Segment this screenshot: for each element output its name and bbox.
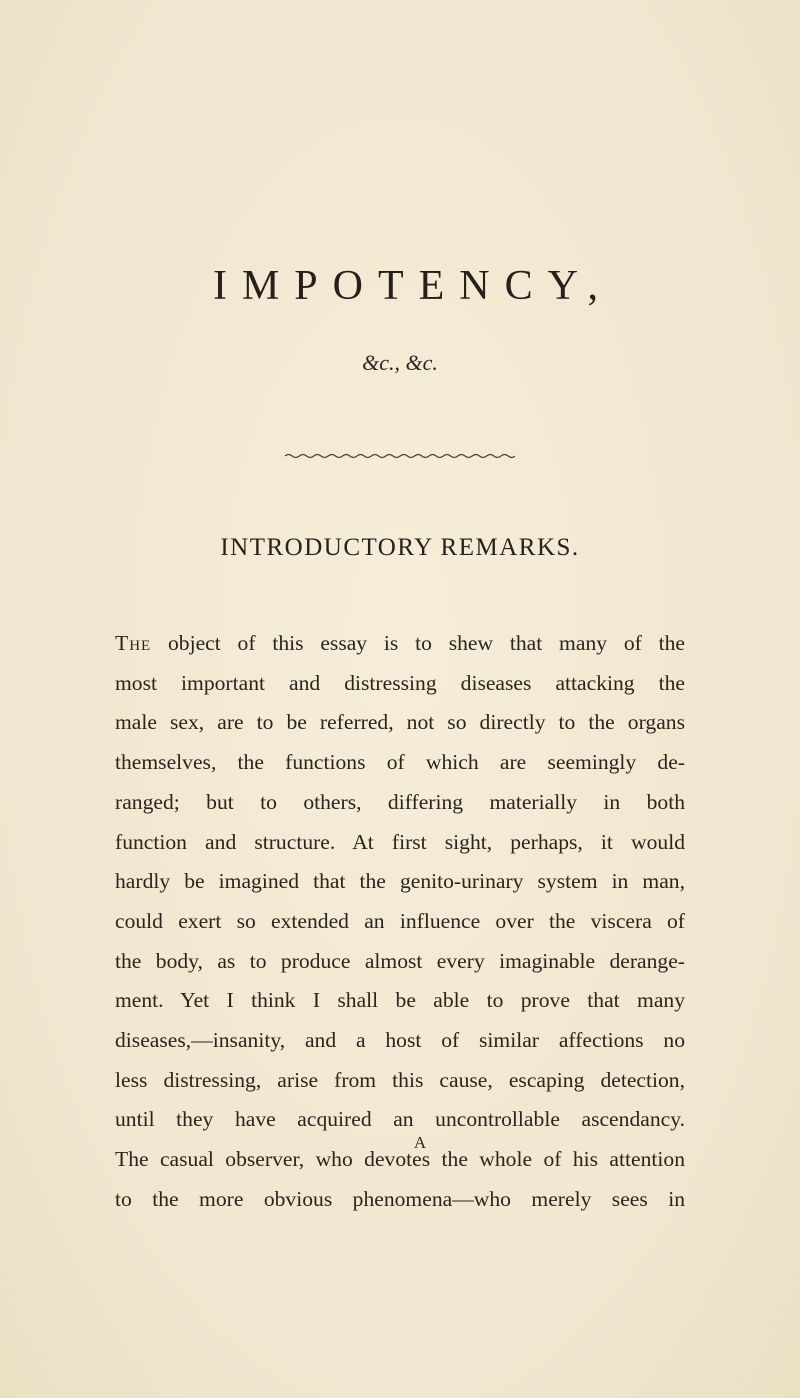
body-line: less distressing, arise from this cause, escaping detection, <box>115 1067 685 1092</box>
body-line: themselves, the functions of which are seemingly de- <box>115 750 685 775</box>
body-line: diseases,—insanity, and a host of similar affections no <box>115 1028 685 1053</box>
body-line: could exert so extended an influence over the viscera of <box>115 908 685 933</box>
signature-mark: A <box>413 1133 427 1152</box>
page-title: IMPOTENCY, <box>212 263 614 309</box>
page-subtitle: &c., &c. <box>362 350 438 375</box>
wavy-rule-ornament <box>283 450 515 462</box>
body-line: male sex, are to be referred, not so directly to the organs <box>115 710 685 735</box>
section-heading: INTRODUCTORY REMARKS. <box>220 534 580 561</box>
body-line: ment. Yet I think I shall be able to prove that many <box>115 988 685 1013</box>
body-line: function and structure. At first sight, perhaps, it would <box>115 829 685 854</box>
body-line-text: object of this essay is to shew that many of the <box>151 631 685 655</box>
body-line: ranged; but to others, differing materially in both <box>115 789 685 814</box>
body-line: until they have acquired an uncontrollable ascendancy. <box>115 1107 685 1132</box>
body-line <box>115 624 685 664</box>
body-line: The casual observer, who devotes the whole of his attention <box>115 1147 685 1172</box>
body-line: to the more obvious phenomena—who merely sees in <box>115 1186 685 1211</box>
body-line: hardly be imagined that the genito-urinary system in man, <box>115 869 685 894</box>
body-line: the body, as to produce almost every imaginable derange- <box>115 948 685 973</box>
body-paragraph <box>115 624 685 1220</box>
first-word: The <box>115 631 152 655</box>
body-line: most important and distressing diseases attacking the <box>115 670 685 695</box>
